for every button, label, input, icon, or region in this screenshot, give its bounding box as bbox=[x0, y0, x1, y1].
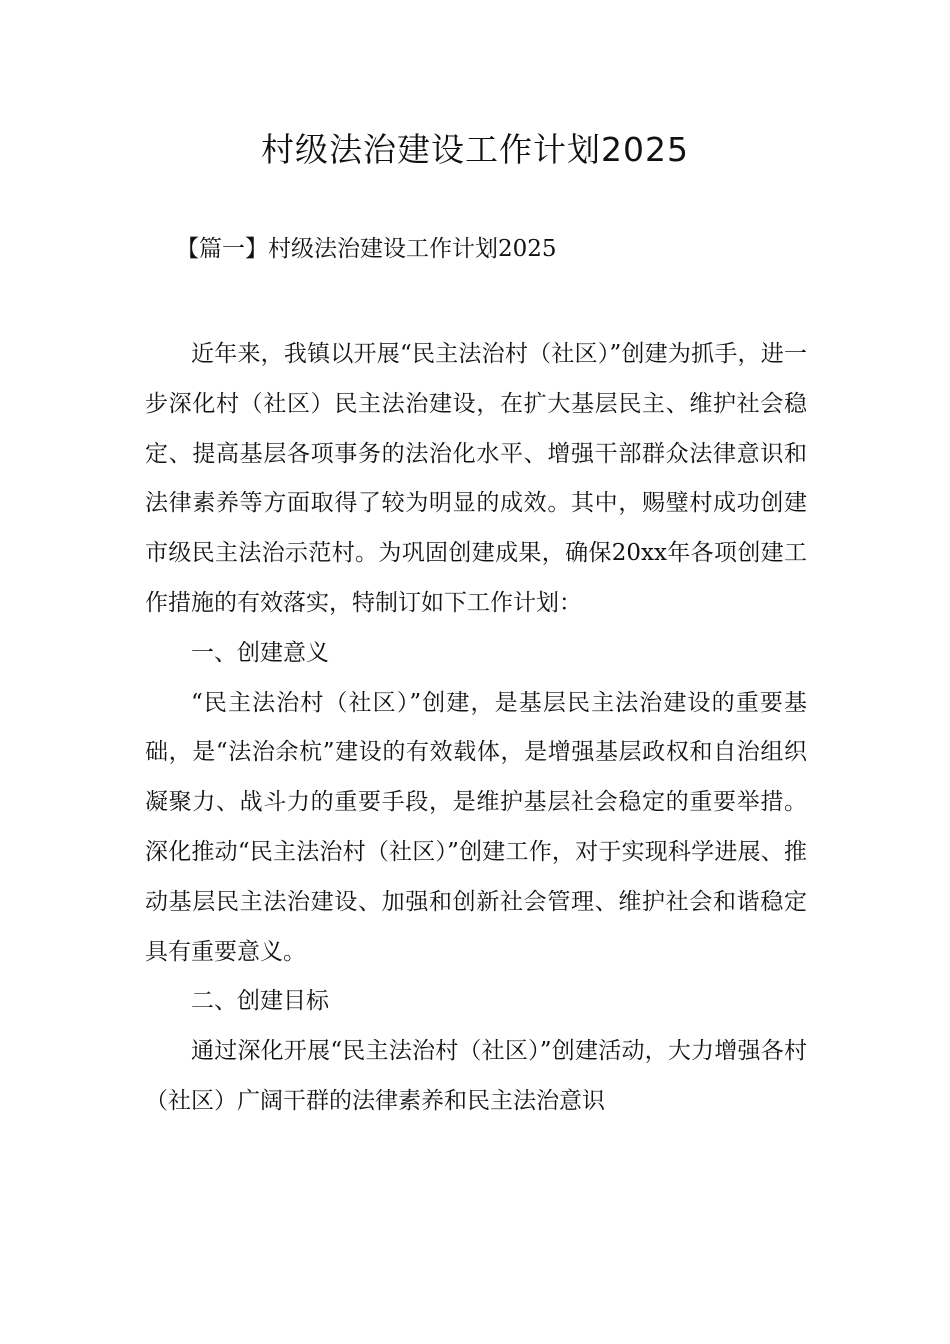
document-title: 村级法治建设工作计划2025 bbox=[261, 130, 689, 169]
section-heading: 二、创建目标 bbox=[191, 988, 329, 1015]
document-body bbox=[145, 330, 807, 1127]
body-paragraph: 通过深化开展“民主法治村（社区）”创建活动，大力增强各村（社区）广阔干群的法律素养和民主法治意识 bbox=[145, 1038, 807, 1114]
body-paragraph: 近年来，我镇以开展“民主法治村（社区）”创建为抓手，进一步深化村（社区）民主法治建设，在扩大基层民主、维护社会稳定、提高基层各项事务的法治化水平、增强干部群众法律意识和法律素养等方面取得了较为明显的成效。其中，赐璧村成功创建市级民主法治示范村。为巩固创建成果，确保20xx年各项创建工作措施的有效落实，特制订如下工作计划： bbox=[145, 341, 807, 616]
section-heading: 一、创建意义 bbox=[191, 639, 329, 666]
document-subtitle: 【篇一】村级法治建设工作计划2025 bbox=[176, 236, 557, 262]
body-paragraph: “民主法治村（社区）”创建，是基层民主法治建设的重要基础，是“法治余杭”建设的有效载体，是增强基层政权和自治组织凝聚力、战斗力的重要手段，是维护基层社会稳定的重要举措。深化推动“民主法治村（社区）”创建工作，对于实现科学进展、推动基层民主法治建设、加强和创新社会管理、维护社会和谐稳定具有重要意义。 bbox=[145, 689, 807, 965]
